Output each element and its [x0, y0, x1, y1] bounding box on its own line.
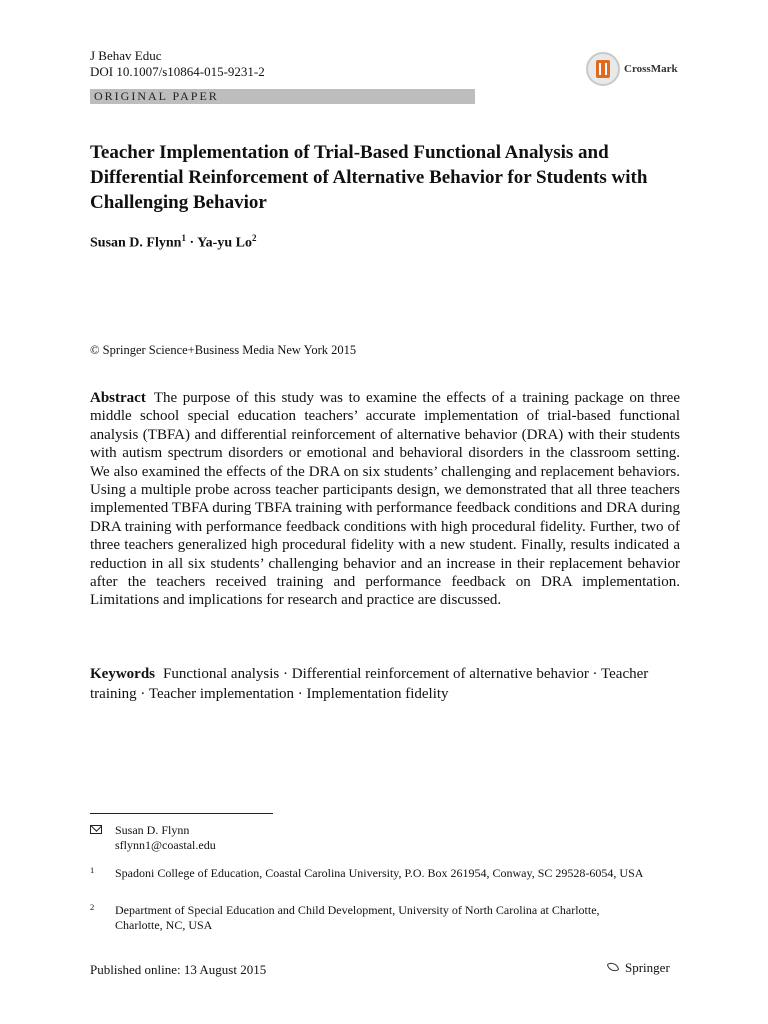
keywords-heading: Keywords — [90, 666, 155, 682]
author-separator: · — [189, 235, 195, 251]
author-name[interactable]: Susan D. Flynn — [90, 235, 182, 251]
doi[interactable]: DOI 10.1007/s10864-015-9231-2 — [90, 64, 265, 79]
affiliation-text: Department of Special Education and Child Development, University of North Carolina at Charlotte, Charlotte, NC, USA — [115, 903, 600, 932]
abstract — [90, 389, 680, 610]
author-affiliation-mark: 2 — [251, 233, 257, 243]
author-affiliation-mark: 1 — [181, 233, 186, 243]
crossmark-badge[interactable] — [586, 52, 678, 86]
affiliation-number: 2 — [90, 902, 95, 912]
journal-header — [90, 48, 265, 80]
abstract-heading: Abstract — [90, 390, 146, 406]
publisher-name: Springer — [625, 960, 670, 975]
abstract-text: The purpose of this study was to examine the effects of a training package on three middle school special education teachers’ accurate implementation of trial-based functional analysis (TBFA) and differential reinforcement of alternative behavior (DRA) with their students with autism spectrum disorders or emotional and behavioral disorders in the classroom setting. We also examined the effects of the DRA on six students’ challenging and replacement behaviors. Using a multiple probe across teacher participants design, we demonstrated that all three teachers implemented TBFA during TBFA training with performance feedback conditions and DRA during DRA training with performance feedback conditions with high procedural fidelity. Further, two of three teachers generalized high procedural fidelity with a new student. Finally, results indicated a reduction in all six students’ challenging behavior and an increase in their replacement behavior after the teachers received training and performance feedback on DRA implementation. Limitations and implications for research and practice are discussed. — [90, 390, 680, 609]
journal-name: J Behav Educ — [90, 48, 162, 63]
corresponding-author — [90, 823, 216, 853]
article-title: Teacher Implementation of Trial-Based Functional Analysis and Differential Reinforcement of Alternative Behavior for Students with Challenging Behavior — [90, 142, 648, 213]
publisher-logo — [607, 960, 670, 976]
article-type-banner: ORIGINAL PAPER — [90, 89, 475, 104]
crossmark-label: CrossMark — [624, 63, 678, 75]
author-list — [90, 233, 256, 252]
affiliation — [90, 866, 650, 881]
copyright-notice: © Springer Science+Business Media New York 2015 — [90, 343, 357, 357]
keywords — [90, 664, 680, 704]
corresponding-author-email[interactable]: sflynn1@coastal.edu — [115, 838, 216, 852]
affiliation-number: 1 — [90, 865, 95, 875]
footnote-divider — [90, 813, 273, 814]
crossmark-icon — [586, 52, 620, 86]
envelope-icon — [90, 825, 102, 834]
springer-horse-icon — [607, 961, 621, 975]
keywords-text: Functional analysis · Differential reinforcement of alternative behavior · Teacher training · Teacher implementation · Implementation fidelity — [90, 666, 649, 702]
affiliation — [90, 903, 650, 933]
published-date: Published online: 13 August 2015 — [90, 962, 267, 977]
affiliation-text: Spadoni College of Education, Coastal Carolina University, P.O. Box 261954, Conway, SC 29528-6054, USA — [115, 866, 644, 880]
author-name[interactable]: Ya-yu Lo — [197, 235, 252, 251]
corresponding-author-name: Susan D. Flynn — [115, 823, 190, 837]
